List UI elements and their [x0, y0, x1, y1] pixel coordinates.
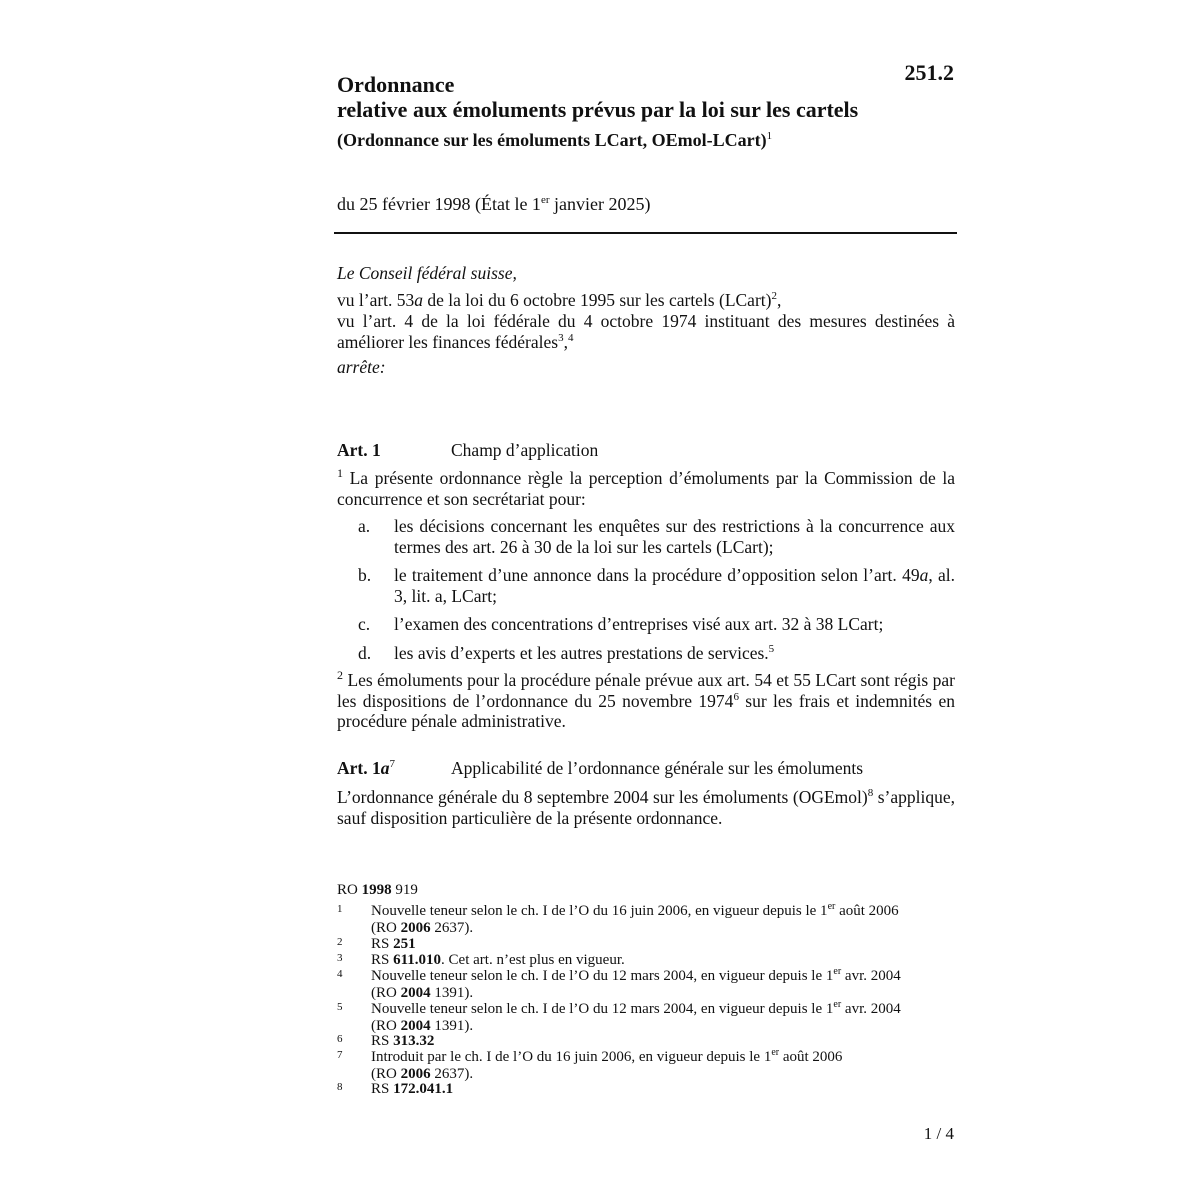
- footnote-sup: er: [827, 901, 836, 912]
- footnote-part: RS: [371, 952, 394, 968]
- footnote-part: (RO: [371, 984, 401, 1001]
- preamble-text: de la loi du 6 octobre 1995 sur les cartels (LCart): [423, 290, 772, 310]
- footnote-part: (RO: [371, 1017, 401, 1034]
- footnote-part: Introduit par le ch. I de l’O du 16 juin 2006, en vigueur depuis le 1: [371, 1049, 772, 1065]
- article-number-italic: a: [380, 758, 390, 778]
- title-line-2: relative aux émoluments prévus par la loi sur les cartels: [337, 97, 859, 122]
- article-1-paragraph-1: [337, 468, 955, 509]
- footnote-number: 7: [337, 1049, 343, 1061]
- footnote-text: [371, 936, 957, 953]
- paragraph-text: Les émoluments pour la procédure pénale prévue aux art. 54 et 55 LCart sont régis par les dispositions de l’ordonnance du 25 novembre 1974: [337, 670, 955, 711]
- paragraph-text: sur les frais et indemnités en procédure pénale administrative.: [337, 690, 955, 731]
- title-line-1: Ordonnance: [337, 72, 455, 97]
- article-1-paragraph-2: [337, 670, 955, 732]
- preamble-text: vu l’art. 4 de la loi fédérale du 4 octobre 1974 instituant des mesures destinées à améliorer les finances fédérales: [337, 311, 955, 352]
- footnote-ref[interactable]: 6: [733, 690, 739, 703]
- source-text: RO: [337, 882, 362, 898]
- footnote-number: 3: [337, 952, 343, 964]
- footnote-part: (RO: [371, 919, 401, 936]
- footnote-bold: 2006: [400, 1065, 431, 1082]
- article-title: Applicabilité de l’ordonnance générale sur les émoluments: [451, 758, 864, 778]
- footnote-sup: er: [833, 966, 842, 977]
- paragraph-number: 2: [337, 668, 343, 683]
- paragraph-text: La présente ordonnance règle la perception d’émoluments par la Commission de la concurrence et son secrétariat pour:: [337, 468, 955, 509]
- preamble-authority: Le Conseil fédéral suisse,: [337, 263, 517, 283]
- footnote-bold: 251: [393, 936, 416, 952]
- paragraph-text: s’applique, sauf disposition particulière de la présente ordonnance.: [337, 787, 955, 828]
- paragraph-number: 1: [337, 466, 343, 481]
- date-superscript: er: [540, 194, 550, 206]
- date-text: du 25 février 1998 (État le 1: [337, 194, 541, 214]
- footnote-part: août 2006: [835, 903, 899, 919]
- footnote-text: [371, 968, 957, 1001]
- footnote-part: . Cet art. n’est plus en vigueur.: [441, 952, 625, 968]
- list-text: [394, 565, 955, 606]
- document-date: [337, 193, 650, 215]
- source-year: 1998: [361, 882, 392, 898]
- footnote-part: 1391).: [430, 1017, 474, 1034]
- footnote-part: Nouvelle teneur selon le ch. I de l’O du 12 mars 2004, en vigueur depuis le 1: [371, 1001, 834, 1017]
- article-1a-heading: [337, 758, 863, 778]
- list-text-part: , al. 3, lit. a, LCart;: [394, 565, 955, 606]
- preamble-text: vu l’art. 53: [337, 290, 415, 310]
- preamble-text: ,: [563, 331, 568, 352]
- rs-number: 251.2: [904, 60, 954, 85]
- footnote-number: 5: [337, 1001, 343, 1013]
- footnote-text: [371, 1049, 957, 1082]
- title-line-3: [337, 129, 772, 151]
- date-text-end: janvier 2025): [549, 194, 651, 214]
- list-text-italic: a: [919, 565, 929, 585]
- footnote-bold: 2004: [400, 984, 431, 1001]
- list-letter: d.: [358, 643, 372, 663]
- list-text: l’examen des concentrations d’entreprises visé aux art. 32 à 38 LCart;: [394, 614, 884, 634]
- footnote-ref[interactable]: 3: [558, 331, 564, 344]
- article-title: Champ d’application: [451, 440, 599, 460]
- footnote-text: [371, 1081, 957, 1098]
- footnote-part: RS: [371, 936, 394, 952]
- article-1-heading: [337, 440, 598, 460]
- footnote-ref[interactable]: 2: [771, 290, 777, 303]
- list-text: [394, 643, 955, 664]
- footnote-part: RS: [371, 1081, 394, 1097]
- list-text-part: les avis d’experts et les autres prestations de services.: [394, 643, 769, 663]
- page-number: 1 / 4: [923, 1124, 954, 1143]
- footnote-part: 1391).: [430, 984, 474, 1001]
- footnote-part: avr. 2004: [841, 968, 901, 984]
- footnote-number: 6: [337, 1033, 343, 1045]
- footnote-sup: er: [771, 1047, 780, 1058]
- list-text: les décisions concernant les enquêtes sur des restrictions à la concurrence aux termes des art. 26 à 30 de la loi sur les cartels (LCart);: [394, 516, 955, 557]
- short-title: (Ordonnance sur les émoluments LCart, OEmol-LCart): [337, 130, 767, 150]
- list-letter: a.: [358, 516, 371, 536]
- footnote-ref[interactable]: 8: [867, 787, 874, 800]
- footnote-number: 4: [337, 968, 343, 980]
- footnote-bold: 313.32: [393, 1033, 435, 1049]
- source-page: 919: [391, 882, 418, 898]
- list-letter: b.: [358, 565, 372, 585]
- footnote-text: [371, 952, 957, 969]
- article-1a-paragraph: [337, 787, 955, 828]
- footnote-part: (RO: [371, 1065, 401, 1082]
- footnote-bold: 2004: [400, 1017, 431, 1034]
- footnote-number: 8: [337, 1081, 343, 1093]
- preamble-decrees: arrête:: [337, 357, 386, 377]
- preamble-italic: a: [414, 290, 424, 310]
- article-number: [337, 758, 451, 778]
- footnote-part: août 2006: [779, 1049, 843, 1065]
- footnote-sup: er: [833, 999, 842, 1010]
- document-page: [337, 0, 957, 1200]
- footnote-part: avr. 2004: [841, 1001, 901, 1017]
- list-letter: c.: [358, 614, 371, 634]
- footnote-bold: 172.041.1: [393, 1081, 454, 1097]
- footnote-text: [371, 1001, 957, 1034]
- preamble-text: ,: [776, 290, 782, 310]
- footnote-bold: 2006: [400, 919, 431, 936]
- footnote-part: 2637).: [430, 1065, 474, 1082]
- footnote-part: 2637).: [430, 919, 474, 936]
- footnote-text: [371, 903, 957, 936]
- header-divider: [334, 232, 957, 234]
- footnote-bold: 611.010: [393, 952, 442, 968]
- paragraph-text: L’ordonnance générale du 8 septembre 2004 sur les émoluments (OGEmol): [337, 787, 868, 807]
- footnote-number: 2: [337, 936, 343, 948]
- footnote-source: [337, 882, 418, 899]
- article-number-text: Art. 1: [337, 758, 381, 778]
- footnote-ref[interactable]: 5: [768, 643, 775, 656]
- footnote-ref[interactable]: 7: [389, 758, 395, 771]
- list-text-part: le traitement d’une annonce dans la procédure d’opposition selon l’art. 49: [394, 565, 920, 585]
- footnote-part: RS: [371, 1033, 394, 1049]
- footnote-ref[interactable]: 4: [567, 331, 574, 344]
- article-number: Art. 1: [337, 440, 381, 460]
- footnote-part: Nouvelle teneur selon le ch. I de l’O du 16 juin 2006, en vigueur depuis le 1: [371, 903, 828, 919]
- footnote-ref[interactable]: 1: [766, 130, 773, 142]
- preamble-line-1: [337, 290, 781, 311]
- preamble-line-2: [337, 311, 955, 352]
- footnote-text: [371, 1033, 957, 1050]
- footnote-number: 1: [337, 903, 343, 915]
- footnote-part: Nouvelle teneur selon le ch. I de l’O du 12 mars 2004, en vigueur depuis le 1: [371, 968, 834, 984]
